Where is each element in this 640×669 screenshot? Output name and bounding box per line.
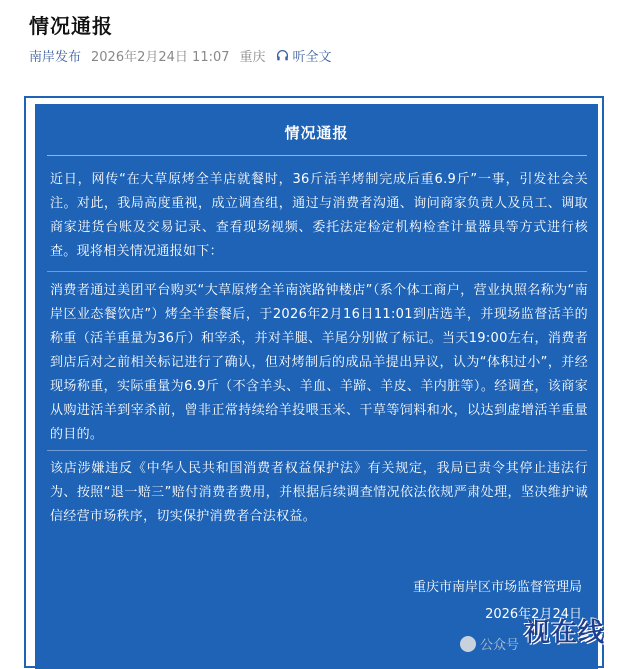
paragraph-divider bbox=[47, 450, 587, 451]
watermark-account bbox=[460, 634, 519, 653]
listen-button[interactable] bbox=[276, 46, 332, 65]
notice-title: 情况通报 bbox=[35, 122, 598, 156]
wechat-icon bbox=[460, 636, 476, 652]
notice-card bbox=[35, 104, 598, 669]
region-label: 重庆 bbox=[239, 50, 266, 65]
notice-paragraph: 近日，网传“在大草原烤全羊店就餐时，36斤活羊烤制完成后重6.9斤”一事，引发社会关注。对此，我局高度重视，成立调查组，通过与消费者沟通、询问商家负责人及员工、调取商家进货台账及交易记录、查看现场视频、委托法定检定机构检查计量器具等方式进行核查。现将相关情况通报如下： bbox=[50, 172, 588, 259]
headphones-icon bbox=[276, 49, 289, 62]
publish-time: 2026年2月24日 11:07 bbox=[91, 50, 230, 65]
watermark-logo: 视在线 bbox=[524, 618, 606, 648]
page-title: 情况通报 bbox=[29, 14, 113, 38]
notice-paragraph: 消费者通过美团平台购买“大草原烤全羊南滨路钟楼店”（系个体工商户，营业执照名称为“南岸区业态餐饮店”）烤全羊套餐后，于2026年2月16日11:01到店选羊，并现场监督活羊的称重（活羊重量为36斤）和宰杀，并对羊腿、羊尾分别做了标记。当天19:00左右，消费者到店后对之前相关标记进行了确认，但对烤制后的成品羊提出异议，认为“体积过小”，并经现场称重，实际重量为6.9斤（不含羊头、羊血、羊蹄、羊皮、羊内脏等）。经调查，该商家从购进活羊到宰杀前，曾非正常持续给羊投喂玉米、干草等饲料和水，以达到虚增活羊重量的目的。 bbox=[50, 283, 588, 442]
paragraph-divider bbox=[47, 271, 587, 272]
source-link[interactable]: 南岸发布 bbox=[29, 50, 82, 65]
signature-date: 2026年2月24日 bbox=[485, 607, 582, 622]
notice-paragraph: 该店涉嫌违反《中华人民共和国消费者权益保护法》有关规定，我局已责令其停止违法行为、按照“退一赔三”赔付消费者费用，并根据后续调查情况依法依规严肃处理，坚决维护诚信经营市场秩序，切实保护消费者合法权益。 bbox=[50, 461, 588, 524]
signature-org: 重庆市南岸区市场监督管理局 bbox=[412, 580, 582, 595]
listen-label: 听全文 bbox=[292, 50, 332, 65]
watermark-text: 公众号 bbox=[480, 638, 520, 653]
article-meta bbox=[29, 46, 332, 65]
